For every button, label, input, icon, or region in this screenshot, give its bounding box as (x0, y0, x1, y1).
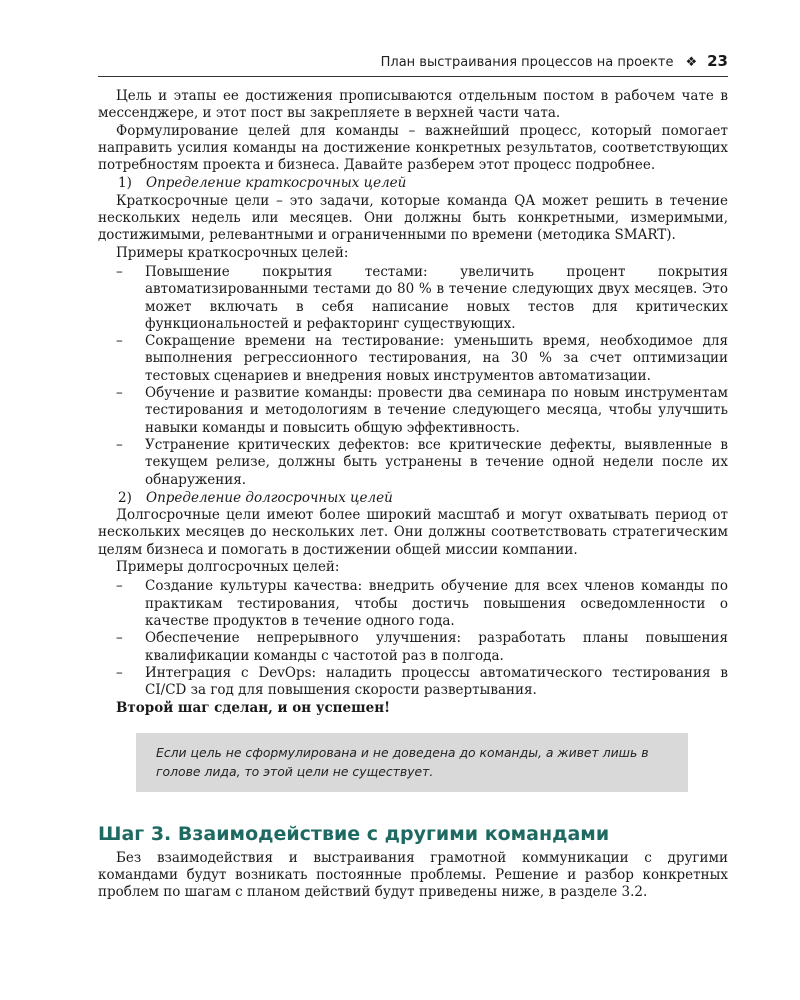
subheading-short-term (98, 175, 728, 192)
paragraph: Долгосрочные цели имеют более широкий масштаб и могут охватывать период от нескольких месяцев до нескольких лет. Они должны соответствовать стратегическим целям бизнеса и помогать в достижении общей миссии компании. (98, 507, 728, 558)
page-number: 23 (707, 52, 728, 70)
paragraph: Формулирование целей для команды – важнейший процесс, который помогает направить усилия команды на достижение конкретных результатов, соответствующих потребностям проекта и бизнеса. Давайте разберем этот процесс подробнее. (98, 122, 728, 174)
emphasis-line: Второй шаг сделан, и он успешен! (116, 700, 391, 717)
subheading-title: Определение краткосрочных целей (146, 175, 407, 192)
list-item (98, 665, 728, 700)
dash-marker: – (116, 630, 123, 647)
short-term-goals-list (98, 264, 728, 489)
list-item (98, 578, 728, 630)
subheading-title: Определение долгосрочных целей (146, 489, 393, 506)
list-item (98, 333, 728, 385)
book-page (98, 0, 728, 1000)
paragraph: Примеры краткосрочных целей: (116, 244, 349, 261)
body-text (98, 88, 728, 902)
dash-marker: – (116, 263, 123, 280)
dash-marker: – (116, 385, 123, 402)
note-box: Если цель не сформулирована и не доведена до команды, а живет лишь в голове лида, то этой цели не существует. (136, 733, 688, 792)
list-item-text: Обеспечение непрерывного улучшения: разработать планы повышения квалификации команды с частотой раз в полгода. (145, 630, 728, 664)
paragraph: Цель и этапы ее достижения прописываются отдельным постом в рабочем чате в мессенджере, и этот пост вы закрепляете в верхней части чата. (98, 88, 728, 122)
paragraph: Без взаимодействия и выстраивания грамотной коммуникации с другими командами будут возникать постоянные проблемы. Решение и разбор конкретных проблем по шагам с планом действий будут приведены ниже, в разделе 3.2. (98, 849, 728, 901)
dash-marker: – (116, 578, 123, 595)
subheading-number: 2) (118, 489, 132, 506)
long-term-goals-list (98, 578, 728, 699)
paragraph: Примеры долгосрочных целей: (116, 559, 340, 576)
list-item (98, 385, 728, 437)
list-item-text: Сокращение времени на тестирование: уменьшить время, необходимое для выполнения регрессионного тестирования, на 30 % за счет оптимизации тестовых сценариев и внедрения новых инструментов автоматизации. (145, 333, 728, 384)
paragraph: Краткосрочные цели – это задачи, которые команда QA может решить в течение нескольких недель или месяцев. Они должны быть конкретными, измеримыми, достижимыми, релевантными и ограниченными по времени (методика SMART). (98, 192, 728, 244)
list-item (98, 437, 728, 489)
subheading-number: 1) (118, 175, 132, 192)
dash-marker: – (116, 333, 123, 350)
dash-marker: – (116, 664, 123, 681)
list-item-text: Обучение и развитие команды: провести два семинара по новым инструментам тестирования и методологиям в течение следующего месяца, чтобы улучшить навыки команды и повысить общую эффективность. (145, 385, 728, 436)
list-item (98, 264, 728, 333)
running-header (98, 52, 728, 77)
list-item-text: Интеграция с DevOps: наладить процессы автоматического тестирования в CI/CD за год для повышения скорости развертывания. (145, 664, 728, 699)
section-heading: Шаг 3. Взаимодействие с другими командами (98, 822, 610, 845)
subheading-long-term (98, 490, 728, 507)
list-item-text: Устранение критических дефектов: все критические дефекты, выявленные в текущем релизе, должны быть устранены в течение одной недели после их обнаружения. (145, 436, 728, 488)
chapter-title: План выстраивания процессов на проекте (380, 55, 674, 70)
list-item-text: Повышение покрытия тестами: увеличить процент покрытия автоматизированными тестами до 80 % в течение следующих двух месяцев. Это может включать в себя написание новых тестов для критических функциональностей и рефакторинг существующих. (145, 263, 728, 332)
ornament-icon: ❖ (685, 55, 698, 70)
dash-marker: – (116, 436, 123, 453)
list-item-text: Создание культуры качества: внедрить обучение для всех членов команды по практикам тестирования, чтобы достичь повышения осведомленности о качестве продуктов в течение одного года. (145, 578, 728, 629)
list-item (98, 630, 728, 665)
